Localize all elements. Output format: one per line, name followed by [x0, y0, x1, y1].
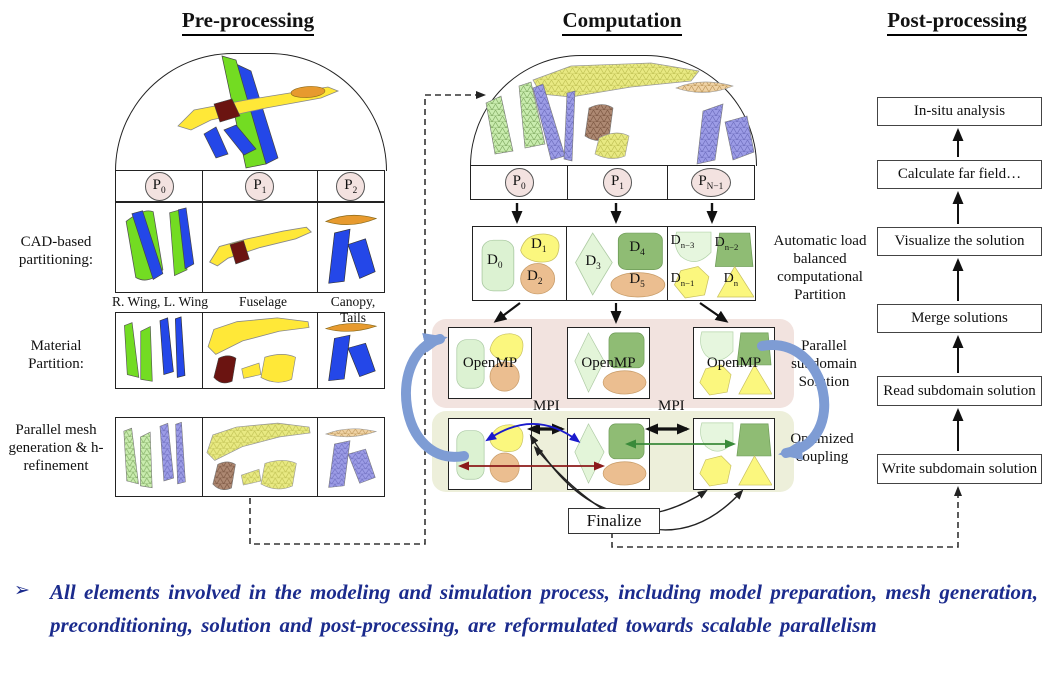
footnote: [14, 576, 1038, 642]
openmp-label-0: OpenMP: [462, 354, 518, 371]
finalize-box: Finalize: [568, 508, 660, 534]
caption-tails: Canopy, Tails: [330, 294, 376, 325]
mesh-cell-wings: [116, 418, 203, 496]
processor-circle-cpn: $P_{N-1}$: [691, 168, 731, 197]
preprocessing-header: Pre-processing: [158, 8, 338, 36]
domain-label-d3: $D_3$: [585, 253, 601, 272]
mpi-label-1: MPI: [658, 398, 685, 414]
computation-processor-row: [470, 165, 755, 200]
openmp-box-0: [448, 327, 532, 399]
footnote-bullet: ➢: [14, 580, 30, 601]
cad-cell-fuselage: [203, 203, 317, 292]
caption-fuselage: Fuselage: [239, 294, 287, 309]
mesh-row: [115, 417, 385, 497]
computation-header: Computation: [532, 8, 712, 36]
processor-cell-cp1: [568, 166, 667, 199]
partition-side-label: Automatic load balanced computational Partition: [773, 233, 867, 303]
mesh-cell-tails: [318, 418, 385, 496]
solution-side-label: Parallel subdomain Solution: [791, 338, 857, 390]
step-merge-solutions: Merge solutions: [877, 304, 1042, 333]
preprocessing-processor-row: [115, 170, 385, 202]
openmp-box-2: [693, 327, 775, 399]
step-visualize-solution: Visualize the solution: [877, 227, 1042, 256]
domain-box-1: [567, 227, 667, 300]
cad-partition-row: [115, 202, 385, 293]
step-read-subdomain: Read subdomain solution: [877, 376, 1042, 406]
domain-row: [472, 226, 756, 301]
cad-cell-wings: [116, 203, 203, 292]
domain-label-d1: $D_1$: [531, 236, 547, 255]
aircraft-model-illustration: [116, 54, 386, 171]
openmp-box-1: [567, 327, 650, 399]
domain-label-d2: $D_2$: [527, 268, 543, 287]
domain-label-d5: $D_5$: [629, 271, 645, 290]
mesh-cell-fuselage: [203, 418, 317, 496]
domain-box-2: [668, 227, 755, 300]
processor-cell-cp0: [471, 166, 568, 199]
step-calculate-far-field: Calculate far field…: [877, 160, 1042, 189]
domain-label-dn2: $D_{n-2}$: [714, 235, 739, 252]
processor-circle-p2: $P_2$: [336, 172, 365, 201]
domain-label-dn3: $D_{n-3}$: [670, 233, 695, 250]
openmp-label-2: OpenMP: [706, 354, 762, 371]
mpi-label-0: MPI: [533, 398, 560, 414]
processor-cell-cpn: [668, 166, 754, 199]
domain-label-d0: $D_0$: [487, 252, 503, 271]
step-in-situ-analysis: In-situ analysis: [877, 97, 1042, 126]
part-captions: [112, 294, 388, 326]
footnote-text: All elements involved in the modeling and simulation process, including model preparation, mesh generation, preconditioning, solution and post-processing, are reformulated towards scalable parallelism: [50, 580, 1038, 637]
processor-circle-cp0: $P_0$: [505, 168, 534, 197]
processor-circle-p1: $P_1$: [245, 172, 274, 201]
meshed-parts-illustration: [471, 56, 756, 166]
dashed-connector-finalize-to-write: [612, 488, 958, 547]
cad-cell-tails: [318, 203, 385, 292]
domain-label-dn: $D_n$: [723, 271, 739, 288]
domain-label-dn1: $D_{n-1}$: [670, 271, 695, 288]
mpi-box-0: [448, 418, 532, 490]
processor-cell-p0: [116, 171, 203, 201]
material-row-label: Material Partition:: [28, 338, 84, 372]
step-write-subdomain: Write subdomain solution: [877, 454, 1042, 484]
processor-cell-p1: [203, 171, 317, 201]
processor-circle-cp1: $P_1$: [603, 168, 632, 197]
domain-label-d4: $D_4$: [629, 239, 645, 258]
processor-circle-p0: $P_0$: [145, 172, 174, 201]
preprocessing-dome: [115, 53, 387, 171]
caption-wings: R. Wing, L. Wing: [112, 294, 208, 309]
domain-box-0: [473, 227, 567, 300]
computation-dome: [470, 55, 757, 166]
mesh-row-label: Parallel mesh generation & h-refinement: [8, 422, 104, 474]
mpi-box-2: [693, 418, 775, 490]
coupling-side-label: Optimized coupling: [790, 431, 854, 465]
mpi-box-1: [567, 418, 650, 490]
processor-cell-p2: [318, 171, 385, 201]
postprocessing-header: Post-processing: [867, 8, 1047, 36]
cad-row-label: CAD-based partitioning:: [18, 234, 94, 268]
openmp-label-1: OpenMP: [581, 354, 636, 371]
